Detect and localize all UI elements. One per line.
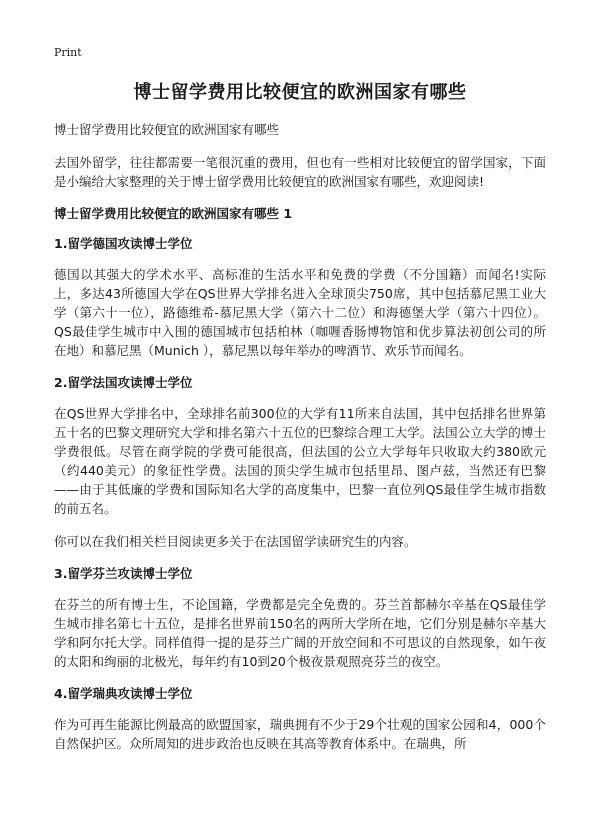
- section-body-france: 在QS世界大学排名中，全球排名前300位的大学有11所来自法国，其中包括排名世界第五十名的巴黎文理研究大学和排名第六十五位的巴黎综合理工大学。法国公立大学的博士学费很低。尽管在商学院的学费可能很高，但法国的公立大学每年只收取大约380欧元（约440美元）的象征性学费。法国的顶尖学生城市包括里昂、图卢兹，当然还有巴黎——由于其低廉的学费和国际知名大学的高度集中，巴黎一直位列QS最佳学生城市指数的前五名。: [54, 406, 546, 516]
- print-link[interactable]: Print: [54, 46, 82, 59]
- section-heading-sweden: 4.留学瑞典攻读博士学位: [54, 686, 193, 701]
- section-heading-germany: 1.留学德国攻读博士学位: [54, 236, 193, 251]
- article-body: [54, 120, 546, 767]
- section-body-sweden: 作为可再生能源比例最高的欧盟国家，瑞典拥有不少于29个壮观的国家公园和4，000个自然保护区。众所周知的进步政治也反映在其高等教育体系中。在瑞典，所: [54, 717, 546, 751]
- section-extra-france: 你可以在我们相关栏目阅读更多关于在法国留学读研究生的内容。: [54, 534, 417, 549]
- section-heading-france: 2.留学法国攻读博士学位: [54, 375, 193, 390]
- section-body-germany: 德国以其强大的学术水平、高标准的生活水平和免费的学费（不分国籍）而闻名!实际上，多达43所德国大学在QS世界大学排名进入全球顶尖750席，其中包括慕尼黑工业大学（第六十一位），路德维希-慕尼黑大学（第六十二位）和海德堡大学（第六十四位）。QS最佳学生城市中入围的德国城市包括柏林（咖喱香肠博物馆和优步算法初创公司的所在地）和慕尼黑（Munich ），慕尼黑以每年举办的啤酒节、欢乐节而闻名。: [54, 267, 546, 358]
- section-heading: 博士留学费用比较便宜的欧洲国家有哪些 1: [54, 206, 293, 221]
- section-body-finland: 在芬兰的所有博士生，不论国籍，学费都是完全免费的。芬兰首都赫尔辛基在QS最佳学生城市排名第七十五位，是排名世界前150名的两所大学所在地，它们分别是赫尔辛基大学和阿尔托大学。同样值得一提的是芬兰广阔的开放空间和不可思议的自然现象，如午夜的太阳和绚丽的北极光，每年约有10到20个极夜景观照亮芬兰的夜空。: [54, 597, 546, 669]
- intro-paragraph: 去国外留学，往往都需要一笔很沉重的费用，但也有一些相对比较便宜的留学国家，下面是小编给大家整理的关于博士留学费用比较便宜的欧洲国家有哪些，欢迎阅读!: [54, 155, 546, 189]
- article-subtitle: 博士留学费用比较便宜的欧洲国家有哪些: [54, 122, 280, 137]
- section-heading-finland: 3.留学芬兰攻读博士学位: [54, 566, 193, 581]
- page-title: 博士留学费用比较便宜的欧洲国家有哪些: [133, 82, 467, 103]
